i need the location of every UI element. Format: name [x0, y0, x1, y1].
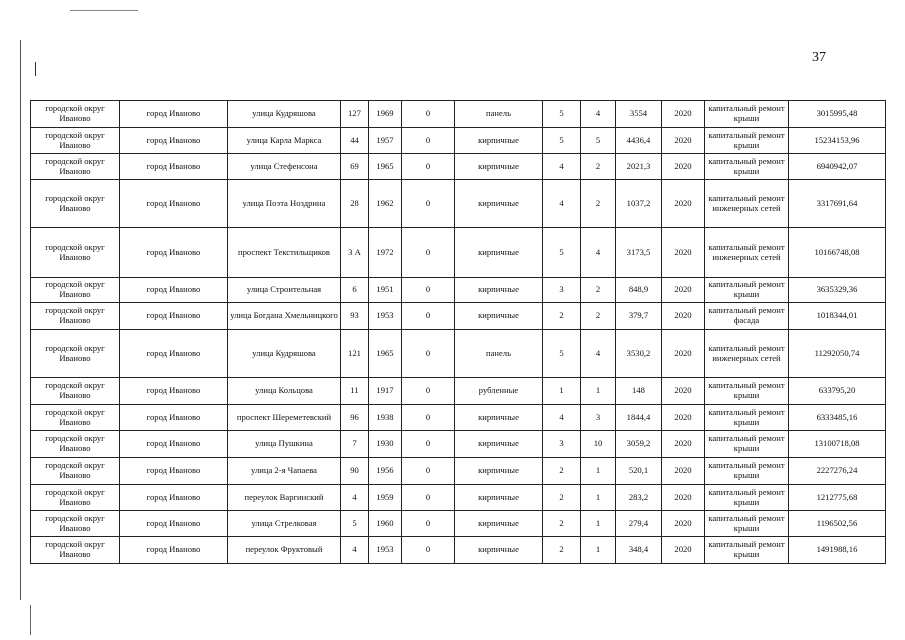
wall-material-cell: кирпичные [455, 303, 543, 330]
street-cell: улица Богдана Хмельницкого [228, 303, 341, 330]
street-cell: улица Карла Маркса [228, 128, 341, 154]
table-row [31, 128, 886, 154]
table-row [31, 431, 886, 458]
street-cell: проспект Шереметевский [228, 405, 341, 431]
table-row [31, 511, 886, 537]
area-cell: 848,9 [616, 278, 662, 303]
floors-cell: 1 [543, 378, 581, 405]
cost-cell: 10166748,08 [789, 228, 886, 278]
house-number-cell: 3 А [341, 228, 369, 278]
plan-year-cell: 2020 [662, 330, 705, 378]
municipality-cell: городской округ Иваново [31, 405, 120, 431]
street-cell: улица Кудряшова [228, 330, 341, 378]
year-cell: 0 [402, 154, 455, 180]
work-type-cell: капитальный ремонт крыши [705, 431, 789, 458]
settlement-cell: город Иваново [120, 228, 228, 278]
entrances-cell: 2 [581, 303, 616, 330]
table-row [31, 278, 886, 303]
table-row [31, 405, 886, 431]
table-row [31, 537, 886, 564]
year-built-cell: 1951 [369, 278, 402, 303]
settlement-cell: город Иваново [120, 154, 228, 180]
table-row [31, 180, 886, 228]
house-number-cell: 69 [341, 154, 369, 180]
settlement-cell: город Иваново [120, 511, 228, 537]
floors-cell: 3 [543, 278, 581, 303]
scan-mark [35, 62, 36, 76]
wall-material-cell: кирпичные [455, 154, 543, 180]
area-cell: 2021,3 [616, 154, 662, 180]
municipality-cell: городской округ Иваново [31, 154, 120, 180]
area-cell: 348,4 [616, 537, 662, 564]
year-built-cell: 1938 [369, 405, 402, 431]
table-row [31, 458, 886, 485]
year-cell: 0 [402, 431, 455, 458]
settlement-cell: город Иваново [120, 180, 228, 228]
cost-cell: 3635329,36 [789, 278, 886, 303]
municipality-cell: городской округ Иваново [31, 485, 120, 511]
cost-cell: 633795,20 [789, 378, 886, 405]
floors-cell: 5 [543, 330, 581, 378]
street-cell: улица 2-я Чапаева [228, 458, 341, 485]
municipality-cell: городской округ Иваново [31, 278, 120, 303]
house-number-cell: 28 [341, 180, 369, 228]
year-built-cell: 1957 [369, 128, 402, 154]
settlement-cell: город Иваново [120, 378, 228, 405]
wall-material-cell: кирпичные [455, 228, 543, 278]
entrances-cell: 1 [581, 537, 616, 564]
municipality-cell: городской округ Иваново [31, 303, 120, 330]
year-built-cell: 1965 [369, 154, 402, 180]
entrances-cell: 2 [581, 278, 616, 303]
work-type-cell: капитальный ремонт крыши [705, 485, 789, 511]
year-cell: 0 [402, 228, 455, 278]
municipality-cell: городской округ Иваново [31, 330, 120, 378]
floors-cell: 4 [543, 180, 581, 228]
floors-cell: 2 [543, 458, 581, 485]
house-number-cell: 4 [341, 537, 369, 564]
floors-cell: 2 [543, 485, 581, 511]
table-row [31, 303, 886, 330]
plan-year-cell: 2020 [662, 101, 705, 128]
area-cell: 283,2 [616, 485, 662, 511]
year-built-cell: 1960 [369, 511, 402, 537]
work-type-cell: капитальный ремонт крыши [705, 154, 789, 180]
year-built-cell: 1959 [369, 485, 402, 511]
wall-material-cell: кирпичные [455, 405, 543, 431]
work-type-cell: капитальный ремонт инженерных сетей [705, 180, 789, 228]
year-cell: 0 [402, 128, 455, 154]
entrances-cell: 5 [581, 128, 616, 154]
house-number-cell: 44 [341, 128, 369, 154]
street-cell: улица Стефенсона [228, 154, 341, 180]
street-cell: улица Строительная [228, 278, 341, 303]
cost-cell: 1212775,68 [789, 485, 886, 511]
area-cell: 520,1 [616, 458, 662, 485]
year-built-cell: 1972 [369, 228, 402, 278]
plan-year-cell: 2020 [662, 537, 705, 564]
settlement-cell: город Иваново [120, 303, 228, 330]
municipality-cell: городской округ Иваново [31, 511, 120, 537]
wall-material-cell: панель [455, 330, 543, 378]
work-type-cell: капитальный ремонт фасада [705, 303, 789, 330]
work-type-cell: капитальный ремонт крыши [705, 511, 789, 537]
year-cell: 0 [402, 537, 455, 564]
street-cell: улица Поэта Ноздрина [228, 180, 341, 228]
street-cell: улица Кольцова [228, 378, 341, 405]
municipality-cell: городской округ Иваново [31, 537, 120, 564]
work-type-cell: капитальный ремонт крыши [705, 458, 789, 485]
cost-cell: 6940942,07 [789, 154, 886, 180]
entrances-cell: 1 [581, 458, 616, 485]
street-cell: улица Кудряшова [228, 101, 341, 128]
table-row [31, 101, 886, 128]
wall-material-cell: кирпичные [455, 180, 543, 228]
entrances-cell: 1 [581, 485, 616, 511]
year-cell: 0 [402, 511, 455, 537]
municipality-cell: городской округ Иваново [31, 458, 120, 485]
plan-year-cell: 2020 [662, 378, 705, 405]
settlement-cell: город Иваново [120, 431, 228, 458]
house-number-cell: 4 [341, 485, 369, 511]
plan-year-cell: 2020 [662, 180, 705, 228]
year-built-cell: 1962 [369, 180, 402, 228]
table-row [31, 378, 886, 405]
wall-material-cell: кирпичные [455, 278, 543, 303]
municipality-cell: городской округ Иваново [31, 101, 120, 128]
house-number-cell: 11 [341, 378, 369, 405]
house-number-cell: 6 [341, 278, 369, 303]
house-number-cell: 121 [341, 330, 369, 378]
settlement-cell: город Иваново [120, 537, 228, 564]
plan-year-cell: 2020 [662, 303, 705, 330]
floors-cell: 2 [543, 511, 581, 537]
entrances-cell: 4 [581, 228, 616, 278]
street-cell: улица Пушкина [228, 431, 341, 458]
settlement-cell: город Иваново [120, 128, 228, 154]
settlement-cell: город Иваново [120, 101, 228, 128]
year-cell: 0 [402, 303, 455, 330]
scan-mark [70, 10, 138, 11]
page-number: 37 [812, 50, 826, 65]
municipality-cell: городской округ Иваново [31, 180, 120, 228]
cost-cell: 15234153,96 [789, 128, 886, 154]
year-cell: 0 [402, 180, 455, 228]
wall-material-cell: кирпичные [455, 511, 543, 537]
floors-cell: 2 [543, 537, 581, 564]
house-number-cell: 127 [341, 101, 369, 128]
settlement-cell: город Иваново [120, 485, 228, 511]
plan-year-cell: 2020 [662, 405, 705, 431]
year-cell: 0 [402, 278, 455, 303]
house-number-cell: 96 [341, 405, 369, 431]
street-cell: улица Стрелковая [228, 511, 341, 537]
entrances-cell: 10 [581, 431, 616, 458]
year-built-cell: 1953 [369, 537, 402, 564]
settlement-cell: город Иваново [120, 330, 228, 378]
settlement-cell: город Иваново [120, 278, 228, 303]
area-cell: 1844,4 [616, 405, 662, 431]
cost-cell: 2227276,24 [789, 458, 886, 485]
table-row [31, 485, 886, 511]
entrances-cell: 4 [581, 101, 616, 128]
plan-year-cell: 2020 [662, 154, 705, 180]
cost-cell: 1491988,16 [789, 537, 886, 564]
year-built-cell: 1930 [369, 431, 402, 458]
scan-mark [20, 40, 21, 600]
settlement-cell: город Иваново [120, 405, 228, 431]
cost-cell: 13100718,08 [789, 431, 886, 458]
scan-mark [30, 605, 31, 635]
wall-material-cell: кирпичные [455, 485, 543, 511]
work-type-cell: капитальный ремонт инженерных сетей [705, 228, 789, 278]
municipality-cell: городской округ Иваново [31, 431, 120, 458]
cost-cell: 11292050,74 [789, 330, 886, 378]
work-type-cell: капитальный ремонт крыши [705, 128, 789, 154]
work-type-cell: капитальный ремонт крыши [705, 405, 789, 431]
wall-material-cell: кирпичные [455, 458, 543, 485]
wall-material-cell: кирпичные [455, 431, 543, 458]
area-cell: 4436,4 [616, 128, 662, 154]
year-built-cell: 1969 [369, 101, 402, 128]
year-built-cell: 1956 [369, 458, 402, 485]
plan-year-cell: 2020 [662, 278, 705, 303]
year-cell: 0 [402, 101, 455, 128]
municipality-cell: городской округ Иваново [31, 378, 120, 405]
floors-cell: 5 [543, 128, 581, 154]
work-type-cell: капитальный ремонт крыши [705, 537, 789, 564]
area-cell: 279,4 [616, 511, 662, 537]
year-built-cell: 1917 [369, 378, 402, 405]
area-cell: 379,7 [616, 303, 662, 330]
cost-cell: 3317691,64 [789, 180, 886, 228]
plan-year-cell: 2020 [662, 431, 705, 458]
floors-cell: 5 [543, 228, 581, 278]
street-cell: переулок Варгинский [228, 485, 341, 511]
work-type-cell: капитальный ремонт крыши [705, 278, 789, 303]
house-number-cell: 93 [341, 303, 369, 330]
entrances-cell: 4 [581, 330, 616, 378]
plan-year-cell: 2020 [662, 511, 705, 537]
street-cell: переулок Фруктовый [228, 537, 341, 564]
wall-material-cell: кирпичные [455, 537, 543, 564]
entrances-cell: 2 [581, 154, 616, 180]
year-built-cell: 1965 [369, 330, 402, 378]
year-cell: 0 [402, 330, 455, 378]
floors-cell: 4 [543, 405, 581, 431]
floors-cell: 3 [543, 431, 581, 458]
table-row [31, 330, 886, 378]
year-built-cell: 1953 [369, 303, 402, 330]
year-cell: 0 [402, 378, 455, 405]
entrances-cell: 3 [581, 405, 616, 431]
cost-cell: 1018344,01 [789, 303, 886, 330]
house-number-cell: 5 [341, 511, 369, 537]
wall-material-cell: панель [455, 101, 543, 128]
year-cell: 0 [402, 458, 455, 485]
house-number-cell: 7 [341, 431, 369, 458]
plan-year-cell: 2020 [662, 128, 705, 154]
municipality-cell: городской округ Иваново [31, 228, 120, 278]
table-row [31, 228, 886, 278]
work-type-cell: капитальный ремонт крыши [705, 101, 789, 128]
cost-cell: 1196502,56 [789, 511, 886, 537]
floors-cell: 4 [543, 154, 581, 180]
floors-cell: 5 [543, 101, 581, 128]
entrances-cell: 1 [581, 378, 616, 405]
year-cell: 0 [402, 405, 455, 431]
work-type-cell: капитальный ремонт инженерных сетей [705, 330, 789, 378]
table-row [31, 154, 886, 180]
area-cell: 3059,2 [616, 431, 662, 458]
plan-year-cell: 2020 [662, 228, 705, 278]
entrances-cell: 1 [581, 511, 616, 537]
cost-cell: 3015995,48 [789, 101, 886, 128]
work-type-cell: капитальный ремонт крыши [705, 378, 789, 405]
wall-material-cell: кирпичные [455, 128, 543, 154]
settlement-cell: город Иваново [120, 458, 228, 485]
house-number-cell: 90 [341, 458, 369, 485]
year-cell: 0 [402, 485, 455, 511]
area-cell: 3554 [616, 101, 662, 128]
area-cell: 148 [616, 378, 662, 405]
plan-year-cell: 2020 [662, 458, 705, 485]
street-cell: проспект Текстильщиков [228, 228, 341, 278]
plan-year-cell: 2020 [662, 485, 705, 511]
wall-material-cell: рубленные [455, 378, 543, 405]
area-cell: 1037,2 [616, 180, 662, 228]
cost-cell: 6333485,16 [789, 405, 886, 431]
floors-cell: 2 [543, 303, 581, 330]
municipality-cell: городской округ Иваново [31, 128, 120, 154]
registry-table [30, 100, 886, 564]
entrances-cell: 2 [581, 180, 616, 228]
area-cell: 3173,5 [616, 228, 662, 278]
area-cell: 3530,2 [616, 330, 662, 378]
